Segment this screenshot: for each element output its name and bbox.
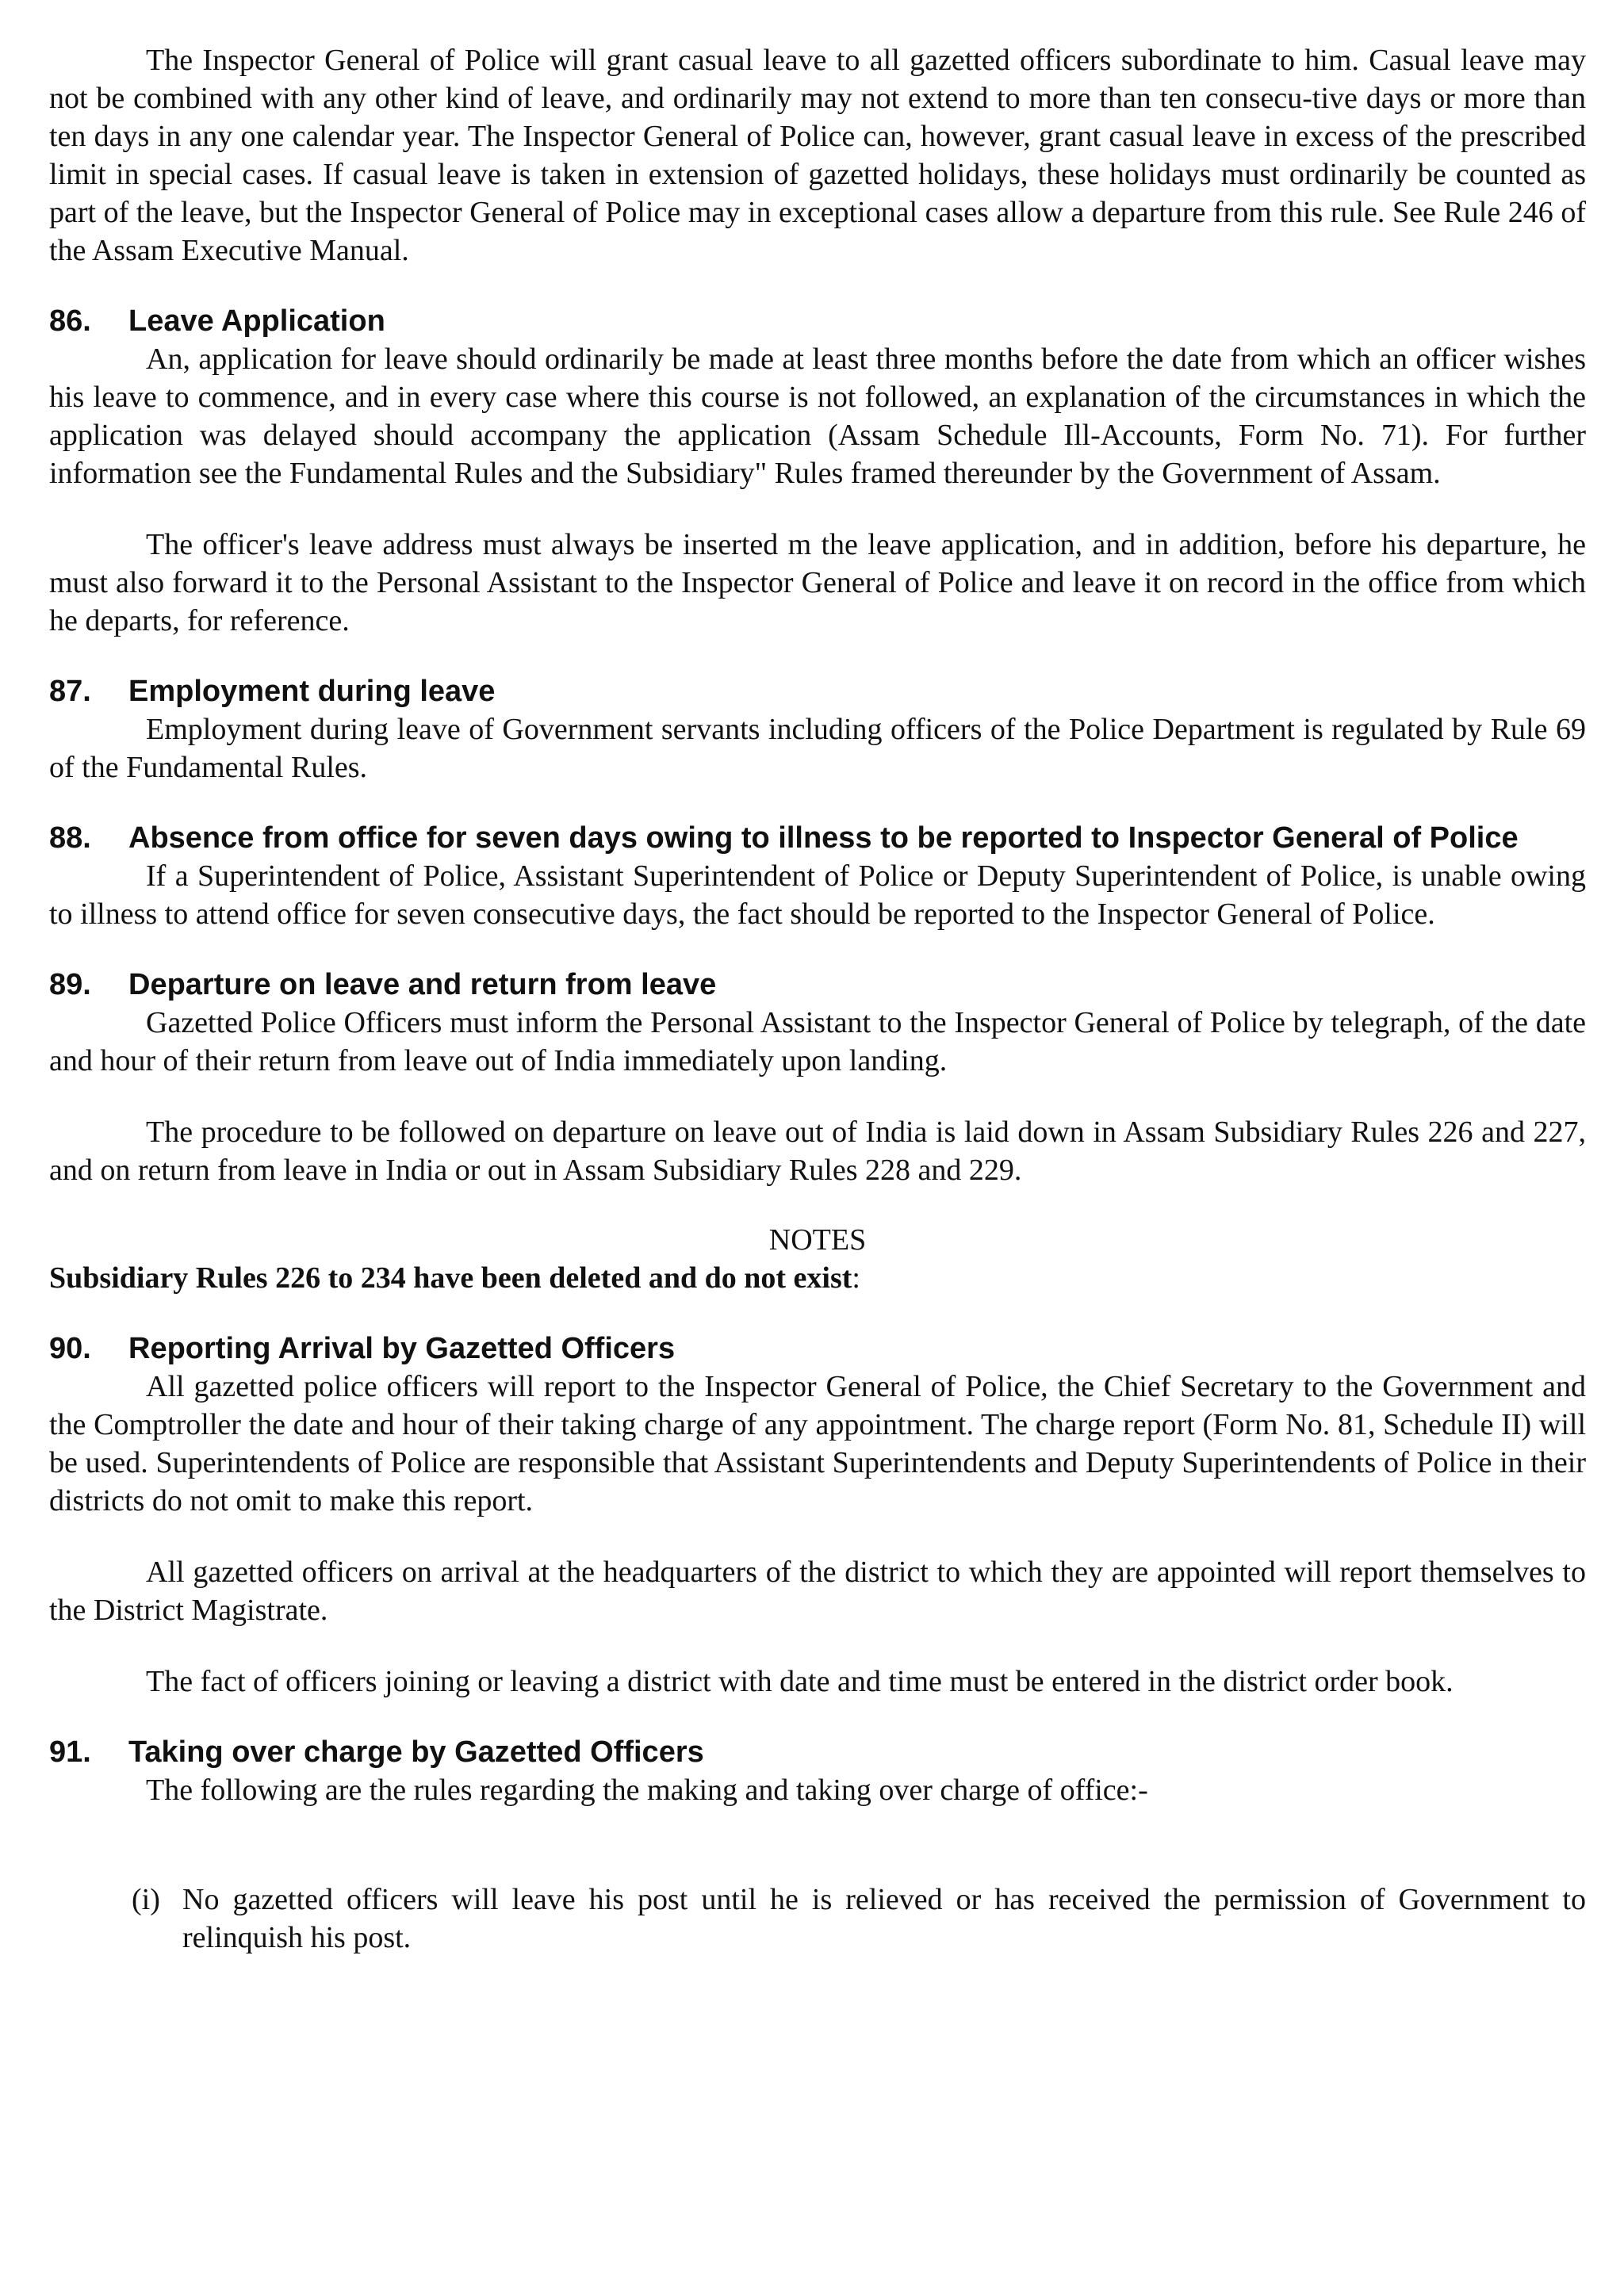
- section-88-number: 88.: [49, 821, 91, 855]
- section-89-title: Departure on leave and return from leave: [128, 968, 717, 1001]
- list-item: [132, 1881, 1586, 1957]
- list-item-marker: (i): [132, 1883, 160, 1916]
- section-86-title: Leave Application: [128, 304, 385, 338]
- section-87-heading: [49, 673, 1586, 710]
- intro-paragraph: The Inspector General of Police will grant casual leave to all gazetted officers subordinate to him. Casual leave may not be combined with any other kind of leave, and ordinarily may not extend to more than ten consecu-tive days or more than ten days in any one calendar year. The Inspector General of Police can, however, grant casual leave in excess of the prescribed limit in special cases. If casual leave is taken in extension of gazetted holidays, these holidays must ordinarily be counted as part of the leave, but the Inspector General of Police may in exceptional cases allow a departure from this rule. See Rule 246 of the Assam Executive Manual.: [49, 44, 1586, 267]
- section-86-paragraph-1: An, application for leave should ordinarily be made at least three months before the date from which an officer wishes his leave to commence, and in every case where this course is not followed, an explanation of the circumstances in which the application was delayed should accompany the application (Assam Schedule Ill-Accounts, Form No. 71). For further information see the Fundamental Rules and the Subsidiary" Rules framed thereunder by the Government of Assam.: [49, 342, 1586, 490]
- section-90-title: Reporting Arrival by Gazetted Officers: [128, 1332, 676, 1365]
- section-89-paragraph-2: The procedure to be followed on departure on leave out of India is laid down in Assam Subsidiary Rules 226 and 227, and on return from leave in India or out in Assam Subsidiary Rules 228 and 229.: [49, 1115, 1586, 1187]
- section-90-paragraph-1: All gazetted police officers will report to the Inspector General of Police, the Chief Secretary to the Government and the Comptroller the date and hour of their taking charge of any appointment. The charge report (Form No. 81, Schedule II) will be used. Superintendents of Police are responsible that Assistant Superintendents and Deputy Superintendents of Police in their districts do not omit to make this report.: [49, 1370, 1586, 1517]
- section-88-title: Absence from office for seven days owing to illness to be reported to Inspector General of Police: [128, 821, 1519, 855]
- section-90-paragraph-2: All gazetted officers on arrival at the headquarters of the district to which they are appointed will report themselves to the District Magistrate.: [49, 1556, 1586, 1627]
- section-87-number: 87.: [49, 675, 91, 708]
- section-87-title: Employment during leave: [128, 675, 496, 708]
- section-87-paragraph-1: Employment during leave of Government servants including officers of the Police Department is regulated by Rule 69 of the Fundamental Rules.: [49, 713, 1586, 784]
- section-89-paragraph-1: Gazetted Police Officers must inform the Personal Assistant to the Inspector General of Police by telegraph, of the date and hour of their return from leave out of India immediately upon landing.: [49, 1006, 1586, 1077]
- notes-heading: NOTES: [768, 1223, 867, 1257]
- list-item-text: No gazetted officers will leave his post until he is relieved or has received the permission of Government to relinquish his post.: [182, 1883, 1586, 1954]
- section-88-heading: [49, 820, 1586, 857]
- section-90-heading: [49, 1330, 1586, 1368]
- notes-line: [49, 1259, 1586, 1297]
- section-86-paragraph-2: The officer's leave address must always be inserted m the leave application, and in addition, before his departure, he must also forward it to the Personal Assistant to the Inspector General of Police and leave it on record in the office from which he departs, for reference.: [49, 528, 1586, 637]
- section-91-number: 91.: [49, 1735, 91, 1769]
- section-91-heading: [49, 1734, 1586, 1771]
- section-90-number: 90.: [49, 1332, 91, 1365]
- section-86-number: 86.: [49, 304, 91, 338]
- section-90-paragraph-3: The fact of officers joining or leaving a district with date and time must be entered in the district order book.: [146, 1665, 1454, 1698]
- section-88-paragraph-1: If a Superintendent of Police, Assistant Superintendent of Police or Deputy Superintendent of Police, is unable owing to illness to attend office for seven consecutive days, the fact should be reported to the Inspector General of Police.: [49, 859, 1586, 931]
- section-91-paragraph-1: The following are the rules regarding the making and taking over charge of office:-: [146, 1774, 1148, 1807]
- document-page: [49, 41, 1586, 1957]
- section-89-heading: [49, 966, 1586, 1004]
- section-86-heading: [49, 303, 1586, 340]
- notes-body: Subsidiary Rules 226 to 234 have been deleted and do not exist: [49, 1261, 852, 1295]
- section-91-title: Taking over charge by Gazetted Officers: [128, 1735, 704, 1769]
- section-89-number: 89.: [49, 968, 91, 1001]
- notes-colon: :: [852, 1261, 860, 1295]
